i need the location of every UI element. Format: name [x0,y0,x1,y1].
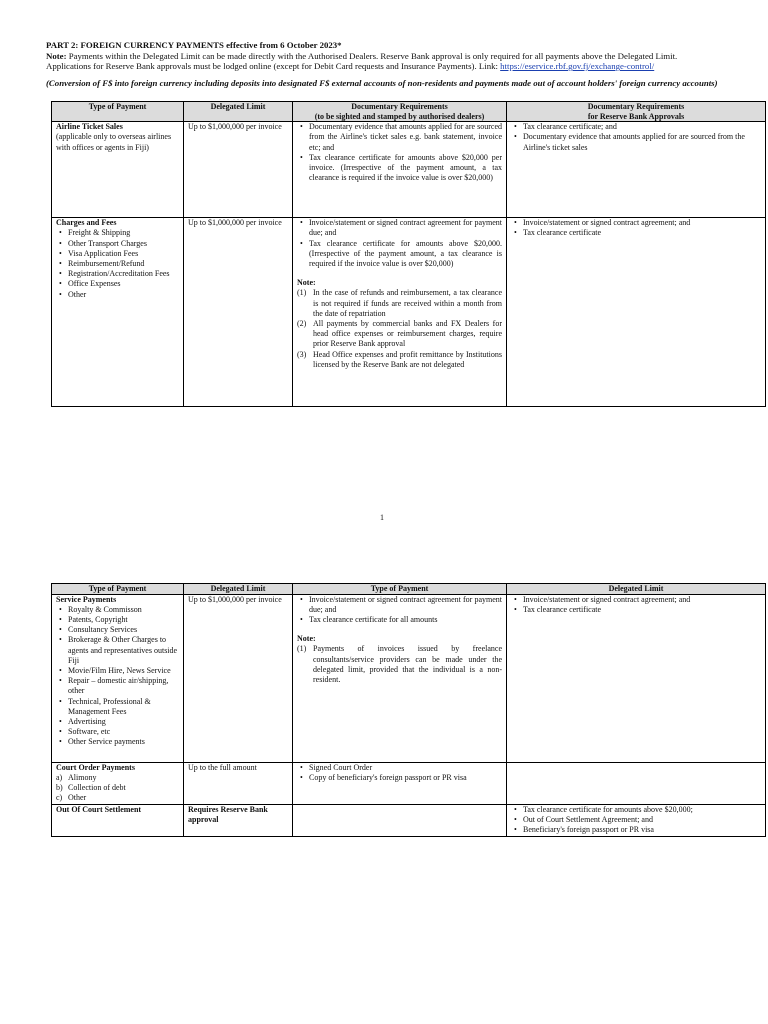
document-title: PART 2: FOREIGN CURRENCY PAYMENTS effective from 6 October 2023* [46,40,342,50]
list-item: • Documentary evidence that amounts applied for are sourced from the Airline's ticket sales [523,132,761,152]
list-item: • Tax clearance certificate for amounts above $20,000. (Irrespective of the payment amount, a tax clearance is required if the invoice value is over $20,000) [309,239,502,270]
col-doc-requirements [293,102,507,122]
page-header [46,40,722,88]
charges-rbf-cell [507,218,766,407]
list-item: • Reimbursement/Refund [68,259,179,269]
note-paragraph [46,51,722,72]
note-number: (1) [297,288,307,298]
col-rbf-approvals [507,102,766,122]
item-text: Other [68,793,87,803]
list-item: • Tax clearance certificate for amounts above $20,000; [523,805,761,815]
list-item: • Advertising [68,717,179,727]
note-text: Payments of invoices issued by freelance consultants/service providers can be made under the delegated limit, provided that the individual is a non-resident. [313,644,502,685]
list-item: • Visa Application Fees [68,249,179,259]
list-item [297,349,502,370]
table-row-airline [52,122,766,218]
charges-title: Charges and Fees [56,218,117,228]
list-item [297,319,502,350]
col-rbf-approvals-line1: Documentary Requirements [587,102,685,111]
note-text: All payments by commercial banks and FX Dealers for head office expenses or reimbursement charges, require prior Reserve Bank approval [313,319,502,349]
out-of-court-title: Out Of Court Settlement [52,804,184,836]
note-label: Note: [46,50,67,61]
page-number: 1 [380,513,384,522]
col-delegated-limit: Delegated Limit [184,584,293,595]
col-delegated-limit-2: Delegated Limit [507,584,766,595]
item-letter: b) [56,783,63,792]
conversion-note: (Conversion of F$ into foreign currency including deposits into designated F$ external accounts of non-residents and payments made out of account holders' foreign currency accounts) [46,77,718,88]
item-text: Alimony [68,772,97,782]
list-item: • Beneficiary's foreign passport or PR visa [523,825,761,835]
col-type-of-payment: Type of Payment [52,102,184,122]
court-title: Court Order Payments [56,762,135,772]
airline-limit: Up to $1,000,000 per invoice [184,122,293,218]
airline-docs-cell [293,122,507,218]
charges-type-cell [52,218,184,407]
table-row-service [52,594,766,762]
list-item: • Office Expenses [68,279,179,289]
service-note-label: Note: [297,634,316,644]
col-delegated-limit: Delegated Limit [184,102,293,122]
list-item: • Consultancy Services [68,625,179,635]
col-type-of-payment: Type of Payment [52,584,184,595]
list-item: • Registration/Accreditation Fees [68,269,179,279]
payments-table-1 [51,101,766,407]
list-item: • Repair – domestic air/shipping, other [68,676,179,696]
table-row-out-of-court [52,804,766,836]
table-row-court-order [52,762,766,804]
out-of-court-docs-cell [293,804,507,836]
list-item [297,644,502,685]
table-header-row [52,102,766,122]
airline-rbf-cell [507,122,766,218]
airline-type-cell [52,122,184,218]
service-rbf-cell [507,594,766,762]
list-item: • Royalty & Commisson [68,605,179,615]
service-title: Service Payments [56,594,117,604]
list-item: • Documentary evidence that amounts applied for are sourced from the Airline's ticket sales e.g. bank statement, invoice etc; and [309,122,502,153]
list-item: • Freight & Shipping [68,228,179,238]
court-docs-cell [293,762,507,804]
item-text: Collection of debt [68,783,126,792]
court-limit: Up to the full amount [184,762,293,804]
list-item: • Out of Court Settlement Agreement; and [523,815,761,825]
list-item [56,783,179,793]
list-item: • Movie/Film Hire, News Service [68,666,179,676]
list-item [56,772,179,783]
charges-note-label: Note: [297,278,316,288]
table-header-row [52,584,766,595]
note-text: In the case of refunds and reimbursement, a tax clearance is not required if funds are received within a month from the date of repatriation [313,288,502,318]
airline-title: Airline Ticket Sales [56,122,123,132]
col-type-of-payment-2: Type of Payment [293,584,507,595]
list-item: • Invoice/statement or signed contract agreement; and [523,595,761,605]
airline-subtitle: (applicable only to overseas airlines with offices or agents in Fiji) [56,132,172,152]
item-letter: a) [56,772,63,782]
out-of-court-rbf-cell [507,804,766,836]
list-item: • Tax clearance certificate [523,228,761,238]
note-text: Head Office expenses and profit remittance by Institutions licensed by the Reserve Bank are not delegated [313,349,502,369]
item-letter: c) [56,793,63,803]
note-number: (2) [297,319,307,329]
list-item: • Copy of beneficiary's foreign passport or PR visa [309,773,502,783]
court-rbf-cell [507,762,766,804]
service-docs-cell [293,594,507,762]
list-item: • Invoice/statement or signed contract agreement for payment due; and [309,595,502,615]
note-number: (3) [297,349,307,359]
charges-docs-cell [293,218,507,407]
service-limit: Up to $1,000,000 per invoice [184,594,293,762]
list-item: • Brokerage & Other Charges to agents and representatives outside Fiji [68,635,179,666]
list-item: • Tax clearance certificate [523,605,761,615]
payments-table-2 [51,583,766,837]
list-item: • Tax clearance certificate for amounts above $20,000 per invoice. (Irrespective of the payment amount, a tax clearance is required if the invoice value is over $20,000) [309,153,502,184]
list-item: • Other Service payments [68,737,179,747]
list-item [297,288,502,319]
list-item: • Other Transport Charges [68,239,179,249]
note-text: Payments within the Delegated Limit can be made directly with the Authorised Dealers. Reserve Bank approval is only required for all payments above the Delegated Limit. Applications for Reserve Bank approvals must be lodged online (except for Debit Card requests and Insurance Payments). Link: [46,50,678,72]
col-doc-requirements-line1: Documentary Requirements [351,102,448,111]
charges-limit: Up to $1,000,000 per invoice [184,218,293,407]
list-item: • Signed Court Order [309,763,502,773]
list-item [56,793,179,803]
court-type-cell [52,762,184,804]
list-item: • Tax clearance certificate for all amounts [309,615,502,625]
list-item: • Tax clearance certificate; and [523,122,761,132]
list-item: • Technical, Professional & Management Fees [68,697,179,717]
table-row-charges [52,218,766,407]
list-item: • Invoice/statement or signed contract agreement; and [523,218,761,228]
service-type-cell [52,594,184,762]
col-doc-requirements-line2: (to be sighted and stamped by authorised dealers) [314,111,485,121]
page-2 [0,575,768,1024]
list-item: • Invoice/statement or signed contract agreement for payment due; and [309,218,502,238]
list-item: • Software, etc [68,727,179,737]
note-number: (1) [297,644,307,654]
list-item: • Patents, Copyright [68,615,179,625]
exchange-control-link[interactable]: https://eservice.rbf.gov.fj/exchange-control/ [500,61,655,72]
list-item: • Other [68,290,179,300]
col-rbf-approvals-line2: for Reserve Bank Approvals [587,111,685,121]
out-of-court-limit: Requires Reserve Bank approval [184,804,293,836]
